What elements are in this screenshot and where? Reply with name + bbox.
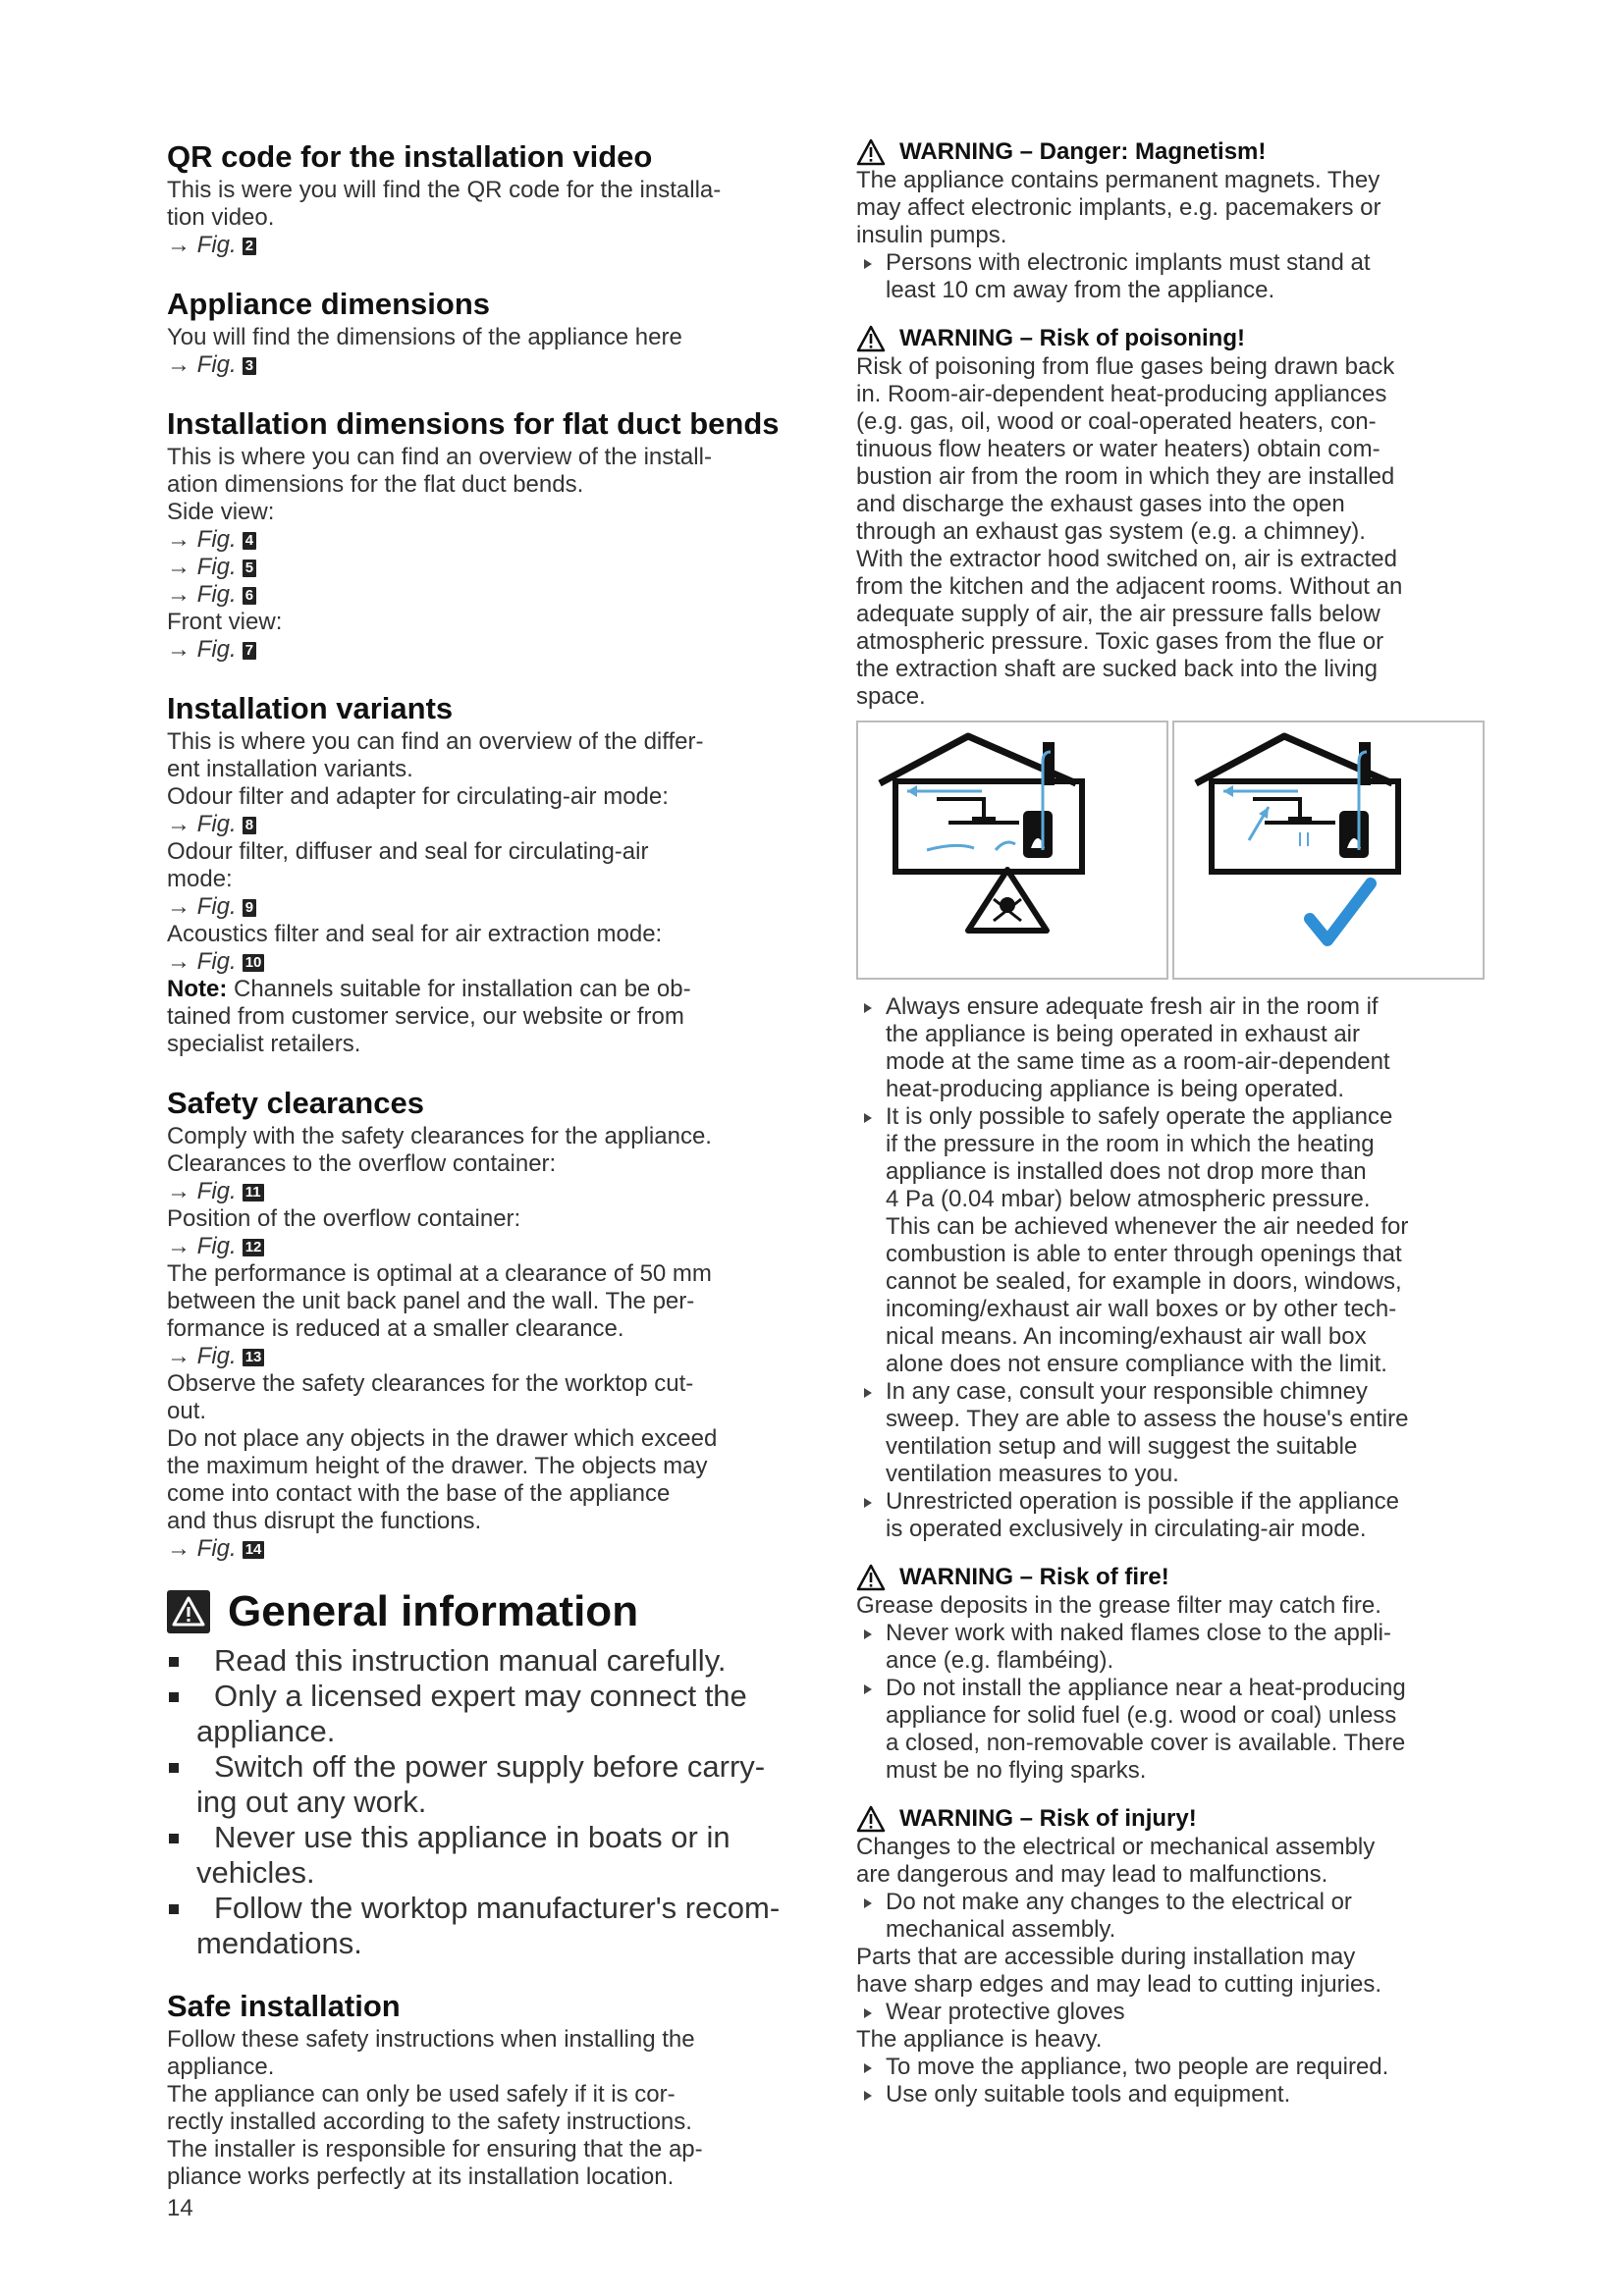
body-line: This is where you can find an overview of the differ- (167, 728, 704, 755)
section-flat-duct-bends (167, 404, 805, 664)
body-line: specialist retailers. (167, 1031, 361, 1057)
figure-number-badge: 8 (243, 817, 256, 834)
body-line: tinuous flow heaters or water heaters) obtain com- (856, 436, 1380, 462)
figure-reference: → Fig. 10 (167, 948, 805, 976)
warning-heading: WARNING – Risk of fire! (856, 1563, 1494, 1592)
figure-number-badge: 14 (243, 1541, 265, 1559)
body-line: pliance works perfectly at its installation location. (167, 2163, 675, 2190)
figure-reference: → Fig. 6 (167, 581, 805, 609)
figure-number-badge: 11 (243, 1184, 264, 1201)
warning-heading: WARNING – Danger: Magnetism! (856, 137, 1494, 167)
warning-heading: WARNING – Risk of poisoning! (856, 324, 1494, 353)
body-line: The appliance contains permanent magnets. They (856, 167, 1380, 193)
section-heading: Safe installation (167, 1989, 401, 2023)
body-line: tion video. (167, 204, 275, 231)
body-line: Risk of poisoning from flue gases being drawn back (856, 353, 1395, 380)
body-line: Side view: (167, 499, 275, 525)
list-item: Read this instruction manual carefully. (167, 1643, 805, 1679)
body-line: in. Room-air-dependent heat-producing appliances (856, 381, 1387, 407)
figure-number-badge: 5 (243, 560, 256, 577)
section-qr-code (167, 137, 805, 259)
body-line: the extraction shaft are sucked back into the living (856, 656, 1378, 682)
body-line: and discharge the exhaust gases into the open (856, 491, 1345, 517)
body-line: The installer is responsible for ensuring that the ap- (167, 2136, 703, 2163)
section-safe-installation (167, 1987, 805, 2191)
body-line: Parts that are accessible during installation may (856, 1944, 1356, 1970)
general-information-list (167, 1643, 805, 1961)
bullet-item: To move the appliance, two people are required. (856, 2054, 1494, 2081)
body-line: Do not place any objects in the drawer which exceed (167, 1425, 718, 1452)
figure-reference: → Fig. 9 (167, 893, 805, 921)
body-line: Observe the safety clearances for the worktop cut- (167, 1370, 694, 1397)
figure-number-badge: 2 (243, 238, 256, 255)
warning-triangle-icon (856, 138, 886, 166)
body-line: Follow these safety instructions when installing the (167, 2026, 695, 2053)
house-exhaust-danger-illustration (858, 722, 1166, 978)
house-circulating-safe-illustration (1174, 722, 1483, 978)
body-line: Position of the overflow container: (167, 1205, 521, 1232)
body-line: Changes to the electrical or mechanical assembly (856, 1834, 1376, 1860)
body-line: Comply with the safety clearances for the appliance. (167, 1123, 712, 1149)
body-line: out. (167, 1398, 207, 1424)
body-line: ation dimensions for the flat duct bends. (167, 471, 584, 498)
list-item: Follow the worktop manufacturer's recom- mendations. (167, 1891, 805, 1961)
body-line: have sharp edges and may lead to cutting injuries. (856, 1971, 1381, 1998)
body-line: (e.g. gas, oil, wood or coal-operated heaters, con- (856, 408, 1377, 435)
figure-number-badge: 9 (243, 899, 256, 917)
body-line: The appliance can only be used safely if it is cor- (167, 2081, 676, 2108)
figure-number-badge: 4 (243, 532, 256, 550)
figure-reference: → Fig. 13 (167, 1343, 805, 1370)
body-line: space. (856, 683, 926, 710)
warning-triangle-icon (856, 1805, 886, 1833)
body-line: are dangerous and may lead to malfunctions. (856, 1861, 1328, 1888)
figure-number-badge: 6 (243, 587, 256, 605)
warning-injury (856, 1804, 1494, 2109)
bullet-item: Always ensure adequate fresh air in the room if the appliance is being operated in exhaust air mode at the same time as a room-air-dependent heat-producing appliance is being operated. (856, 993, 1494, 1103)
list-item: Never use this appliance in boats or in vehicles. (167, 1820, 805, 1891)
body-line: Odour filter, diffuser and seal for circulating-air (167, 838, 649, 865)
bullet-item: Wear protective gloves (856, 1999, 1494, 2026)
figure-reference: → Fig. 12 (167, 1233, 805, 1260)
right-column (856, 137, 1494, 2128)
body-line: tained from customer service, our website or from (167, 1003, 684, 1030)
bullet-item: In any case, consult your responsible chimney sweep. They are able to assess the house's entire ventilation setup and will suggest the suitable ventilation measures to you. (856, 1378, 1494, 1488)
warning-heading: WARNING – Risk of injury! (856, 1804, 1494, 1834)
page-number: 14 (167, 2195, 193, 2221)
section-heading: Installation variants (167, 691, 454, 725)
warning-fire (856, 1563, 1494, 1785)
body-line: insulin pumps. (856, 222, 1007, 248)
section-heading: Safety clearances (167, 1086, 424, 1120)
figure-reference: → Fig. 3 (167, 351, 805, 379)
diagram-safe (1172, 721, 1485, 980)
body-line: the maximum height of the drawer. The objects may (167, 1453, 708, 1479)
figure-reference: → Fig. 4 (167, 526, 805, 554)
warning-triangle-icon (856, 1564, 886, 1591)
bullet-item: Never work with naked flames close to the appli- ance (e.g. flambéing). (856, 1620, 1494, 1675)
body-line: rectly installed according to the safety instructions. (167, 2109, 692, 2135)
left-column (167, 137, 805, 2216)
general-information-title: General information (228, 1587, 639, 1635)
bullet-item: Use only suitable tools and equipment. (856, 2081, 1494, 2109)
note-label: Note: (167, 976, 228, 1002)
section-heading: Installation dimensions for flat duct bends (167, 406, 780, 441)
body-line: mode: (167, 866, 233, 892)
figure-number-badge: 7 (243, 642, 256, 660)
warning-poisoning (856, 324, 1494, 1543)
diagram-unsafe (856, 721, 1168, 980)
body-line: The appliance is heavy. (856, 2026, 1103, 2053)
body-line: You will find the dimensions of the appliance here (167, 324, 682, 350)
body-line: through an exhaust gas system (e.g. a chimney). (856, 518, 1366, 545)
body-line: from the kitchen and the adjacent rooms. Without an (856, 573, 1403, 600)
general-information-header (167, 1588, 805, 1635)
figure-number-badge: 12 (243, 1239, 265, 1256)
warning-icon (167, 1590, 210, 1633)
figure-number-badge: 13 (243, 1349, 265, 1366)
bullet-item: Do not make any changes to the electrical or mechanical assembly. (856, 1889, 1494, 1944)
body-line: Odour filter and adapter for circulating-air mode: (167, 783, 669, 810)
section-heading: Appliance dimensions (167, 287, 491, 321)
body-line: bustion air from the room in which they are installed (856, 463, 1395, 490)
section-safety-clearances (167, 1084, 805, 1563)
body-line: and thus disrupt the functions. (167, 1508, 482, 1534)
body-line: adequate supply of air, the air pressure falls below (856, 601, 1380, 627)
body-line: may affect electronic implants, e.g. pacemakers or (856, 194, 1381, 221)
bullet-item: Persons with electronic implants must stand at least 10 cm away from the appliance. (856, 249, 1494, 304)
section-installation-variants (167, 689, 805, 1058)
figure-reference: → Fig. 8 (167, 811, 805, 838)
list-item: Only a licensed expert may connect the appliance. (167, 1679, 805, 1749)
figure-reference: → Fig. 11 (167, 1178, 805, 1205)
bullet-item: Unrestricted operation is possible if the appliance is operated exclusively in circulating-air mode. (856, 1488, 1494, 1543)
body-line: formance is reduced at a smaller clearance. (167, 1315, 624, 1342)
body-line: With the extractor hood switched on, air is extracted (856, 546, 1397, 572)
body-line: Acoustics filter and seal for air extraction mode: (167, 921, 663, 947)
body-line: appliance. (167, 2054, 275, 2080)
body-line: ent installation variants. (167, 756, 413, 782)
warning-triangle-icon (856, 325, 886, 352)
list-item: Switch off the power supply before carry- ing out any work. (167, 1749, 805, 1820)
ventilation-diagrams (856, 721, 1485, 980)
body-line: Front view: (167, 609, 283, 635)
figure-number-badge: 3 (243, 357, 256, 375)
figure-reference: → Fig. 7 (167, 636, 805, 664)
figure-reference: → Fig. 5 (167, 554, 805, 581)
body-line: between the unit back panel and the wall. The per- (167, 1288, 695, 1314)
body-line: Grease deposits in the grease filter may catch fire. (856, 1592, 1381, 1619)
section-appliance-dimensions (167, 285, 805, 379)
bullet-item: Do not install the appliance near a heat-producing appliance for solid fuel (e.g. wood or coal) unless a closed, non-removable cover is available. There must be no flying sparks. (856, 1675, 1494, 1785)
note-line: Note: Channels suitable for installation can be ob- (167, 976, 691, 1002)
bullet-item: It is only possible to safely operate the appliance if the pressure in the room in which the heating appliance is installed does not drop more than 4 Pa (0.04 mbar) below atmospheric pressure. This can be achieved whenever the air needed for combustion is able to enter through openings that cannot be sealed, for example in doors, windows, incoming/exhaust air wall boxes or by other tech- nical means. An incoming/exhaust air wall box alone does not ensure compliance with the limit. (856, 1103, 1494, 1378)
section-heading: QR code for the installation video (167, 139, 653, 174)
body-line: This is were you will find the QR code for the installa- (167, 177, 722, 203)
figure-number-badge: 10 (243, 954, 265, 972)
figure-reference: → Fig. 2 (167, 232, 805, 259)
figure-reference: → Fig. 14 (167, 1535, 805, 1563)
body-line: The performance is optimal at a clearance of 50 mm (167, 1260, 712, 1287)
body-line: This is where you can find an overview of the install- (167, 444, 712, 470)
body-line: Clearances to the overflow container: (167, 1150, 557, 1177)
warning-magnetism (856, 137, 1494, 304)
body-line: atmospheric pressure. Toxic gases from the flue or (856, 628, 1384, 655)
body-line: come into contact with the base of the appliance (167, 1480, 671, 1507)
